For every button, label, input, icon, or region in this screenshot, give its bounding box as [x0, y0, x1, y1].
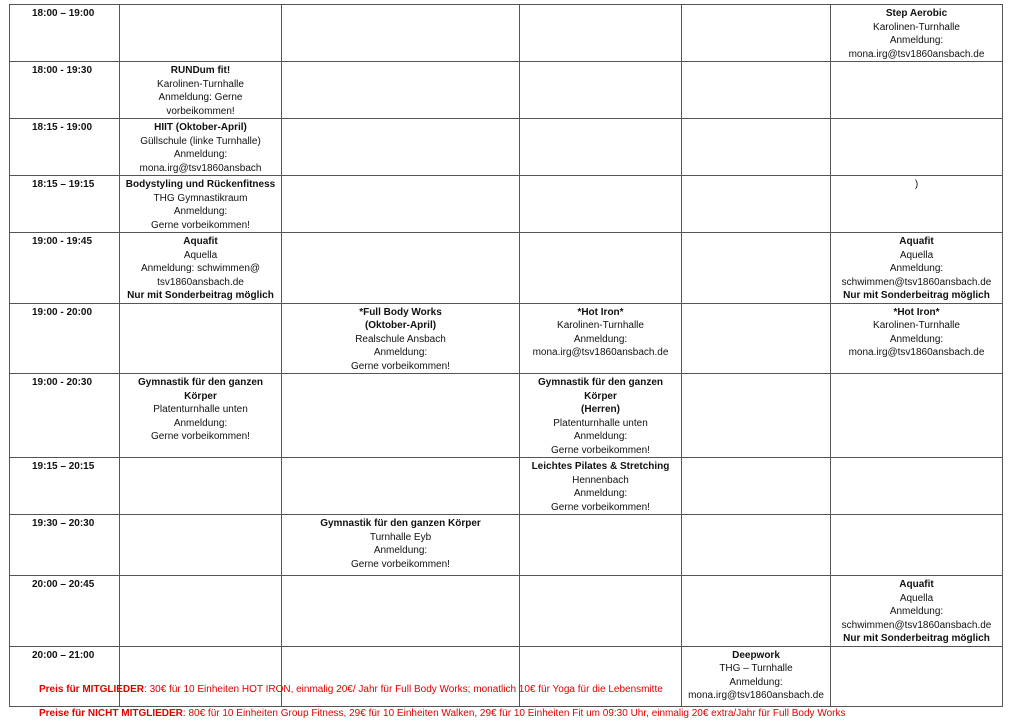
course-detail: Gerne vorbeikommen! [151, 219, 250, 231]
time-slot: 19:00 - 20:30 [10, 374, 120, 458]
schedule-row [10, 62, 1003, 119]
empty-cell [120, 646, 282, 706]
empty-cell [520, 233, 682, 304]
course-cell [831, 5, 1003, 62]
course-cell [282, 515, 520, 576]
course-detail: THG – Turnhalle [719, 663, 793, 674]
nonmembers-price-label: Preise für NICHT MITGLIEDER [39, 708, 183, 719]
empty-cell [682, 303, 831, 374]
course-cell [831, 303, 1003, 374]
course-cell [282, 303, 520, 374]
course-cell [831, 176, 1003, 233]
empty-cell [520, 176, 682, 233]
course-detail: Gerne vorbeikommen! [551, 444, 650, 456]
course-cell [682, 646, 831, 706]
course-title: *Full Body Works [359, 306, 442, 318]
time-slot: 20:00 – 20:45 [10, 576, 120, 647]
empty-cell [282, 646, 520, 706]
course-detail: mona.irg@tsv1860ansbach [139, 162, 262, 174]
course-title: HIIT (Oktober-April) [154, 122, 247, 133]
time-slot: 19:30 – 20:30 [10, 515, 120, 576]
schedule-row [10, 646, 1003, 706]
course-detail: Aquella [183, 249, 218, 261]
empty-cell [520, 62, 682, 119]
course-detail: Anmeldung: [573, 488, 628, 499]
nonmembers-price-note [39, 708, 845, 719]
empty-cell [120, 303, 282, 374]
course-detail: Aquella [899, 592, 934, 604]
empty-cell [831, 62, 1003, 119]
empty-cell [282, 233, 520, 304]
course-detail: Karolinen-Turnhalle [873, 320, 960, 331]
course-detail: Nur mit Sonderbeitrag möglich [843, 290, 990, 301]
course-title: Step Aerobic [885, 8, 948, 19]
course-cell [120, 374, 282, 458]
course-detail: mona.irg@tsv1860ansbach.de [532, 347, 669, 358]
course-cell [120, 176, 282, 233]
empty-cell [282, 176, 520, 233]
course-cell [120, 119, 282, 176]
empty-cell [831, 515, 1003, 576]
empty-cell [282, 576, 520, 647]
course-detail: Karolinen-Turnhalle [557, 320, 644, 331]
course-cell [520, 303, 682, 374]
course-detail: Aquella [899, 249, 934, 261]
empty-cell [682, 233, 831, 304]
empty-cell [682, 458, 831, 515]
course-detail: Anmeldung: [889, 263, 944, 274]
empty-cell [282, 5, 520, 62]
schedule-table [9, 4, 1003, 707]
schedule-row [10, 374, 1003, 458]
course-title: RUNDum fit! [170, 65, 231, 76]
course-title: Gymnastik für den ganzen [537, 377, 664, 388]
course-title: *Hot Iron* [577, 306, 624, 318]
course-detail: Anmeldung: [889, 333, 944, 345]
course-detail: Anmeldung: Gerne [158, 92, 243, 103]
empty-cell [831, 374, 1003, 458]
course-detail: Anmeldung: [729, 676, 783, 688]
course-detail: Güllschule (linke Turnhalle) [140, 135, 261, 147]
schedule-row [10, 119, 1003, 176]
members-price-text: : 30€ für 10 Einheiten HOT IRON, einmalig 20€/ Jahr für Full Body Works; monatlich 10€ für Yoga für die Lebensmitte [144, 684, 663, 695]
empty-cell [831, 646, 1003, 706]
course-detail: (Herren) [581, 404, 620, 415]
empty-cell [282, 62, 520, 119]
course-cell [831, 233, 1003, 304]
empty-cell [682, 119, 831, 176]
course-detail: Karolinen-Turnhalle [157, 78, 244, 90]
schedule-row [10, 233, 1003, 304]
course-detail: Anmeldung: [573, 333, 628, 345]
empty-cell [120, 515, 282, 576]
empty-cell [682, 576, 831, 647]
empty-cell [682, 176, 831, 233]
course-title: Aquafit [899, 236, 934, 247]
course-title: Leichtes Pilates & Stretching [531, 461, 670, 472]
course-detail: Gerne vorbeikommen! [151, 431, 250, 442]
nonmembers-price-text: : 80€ für 10 Einheiten Group Fitness, 29€ für 10 Einheiten Walken, 29€ für 10 Einheiten Fit um 09:30 Uhr, einmalig 20€ extra/Jahr für Full Body Works [182, 708, 846, 719]
empty-cell [282, 458, 520, 515]
course-title: Deepwork [732, 649, 780, 661]
course-detail: Platenturnhalle unten [553, 417, 648, 429]
course-detail: mona.irg@tsv1860ansbach.de [848, 48, 985, 60]
schedule-row [10, 458, 1003, 515]
empty-cell [120, 458, 282, 515]
course-detail: Anmeldung: [889, 35, 944, 46]
empty-cell [282, 119, 520, 176]
empty-cell [682, 62, 831, 119]
course-detail: Nur mit Sonderbeitrag möglich [127, 290, 274, 301]
schedule-row [10, 576, 1003, 647]
course-detail: ) [914, 179, 919, 190]
course-detail: Nur mit Sonderbeitrag möglich [843, 633, 990, 644]
course-detail: Körper [184, 390, 217, 402]
empty-cell [282, 374, 520, 458]
empty-cell [682, 5, 831, 62]
course-title: *Hot Iron* [893, 306, 940, 318]
course-cell [120, 233, 282, 304]
course-detail: Anmeldung: schwimmen@ [140, 263, 261, 274]
course-detail: Gerne vorbeikommen! [551, 501, 650, 513]
course-detail: Anmeldung: [573, 431, 628, 442]
empty-cell [831, 458, 1003, 515]
schedule-row [10, 515, 1003, 576]
empty-cell [682, 515, 831, 576]
empty-cell [120, 576, 282, 647]
empty-cell [520, 119, 682, 176]
empty-cell [682, 374, 831, 458]
course-detail: Turnhalle Eyb [369, 531, 432, 543]
course-detail: Gerne vorbeikommen! [351, 558, 450, 570]
time-slot: 18:00 - 19:30 [10, 62, 120, 119]
empty-cell [520, 646, 682, 706]
empty-cell [831, 119, 1003, 176]
course-cell [520, 458, 682, 515]
course-detail: Hennenbach [572, 474, 629, 486]
course-detail: schwimmen@tsv1860ansbach.de [841, 619, 992, 631]
time-slot: 18:15 – 19:15 [10, 176, 120, 233]
empty-cell [520, 515, 682, 576]
course-detail: tsv1860ansbach.de [157, 276, 244, 288]
course-cell [520, 374, 682, 458]
course-detail: Körper [584, 390, 617, 402]
schedule-row [10, 176, 1003, 233]
time-slot: 19:15 – 20:15 [10, 458, 120, 515]
time-slot: 19:00 - 20:00 [10, 303, 120, 374]
course-detail: THG Gymnastikraum [153, 192, 248, 204]
time-slot: 20:00 – 21:00 [10, 646, 120, 706]
empty-cell [520, 576, 682, 647]
time-slot: 18:00 – 19:00 [10, 5, 120, 62]
course-detail: Anmeldung: [173, 149, 228, 160]
course-detail: Anmeldung: [173, 417, 228, 429]
course-title: Aquafit [899, 579, 934, 590]
schedule-row [10, 303, 1003, 374]
course-title: Gymnastik für den ganzen Körper [320, 518, 481, 529]
course-detail: vorbeikommen! [166, 105, 235, 117]
members-price-note [39, 684, 663, 695]
course-title: Gymnastik für den ganzen [137, 377, 264, 388]
course-title: Aquafit [183, 236, 218, 247]
course-detail: Karolinen-Turnhalle [873, 21, 960, 33]
course-detail: Anmeldung: [373, 347, 428, 358]
course-detail: mona.irg@tsv1860ansbach.de [688, 690, 824, 701]
course-title: Bodystyling und Rückenfitness [125, 179, 276, 190]
course-detail: Anmeldung: [173, 206, 228, 217]
course-cell [120, 62, 282, 119]
course-detail: Anmeldung: [889, 606, 944, 617]
course-detail: mona.irg@tsv1860ansbach.de [848, 347, 985, 358]
time-slot: 19:00 - 19:45 [10, 233, 120, 304]
empty-cell [120, 5, 282, 62]
schedule-row [10, 5, 1003, 62]
course-detail: Platenturnhalle unten [153, 404, 248, 415]
members-price-label: Preis für MITGLIEDER [39, 684, 145, 695]
course-detail: Anmeldung: [373, 545, 428, 556]
course-detail: Gerne vorbeikommen! [351, 360, 450, 372]
course-cell [831, 576, 1003, 647]
course-detail: (Oktober-April) [364, 320, 437, 331]
empty-cell [520, 5, 682, 62]
course-detail: Realschule Ansbach [355, 333, 446, 345]
time-slot: 18:15 - 19:00 [10, 119, 120, 176]
course-detail: schwimmen@tsv1860ansbach.de [841, 276, 992, 288]
